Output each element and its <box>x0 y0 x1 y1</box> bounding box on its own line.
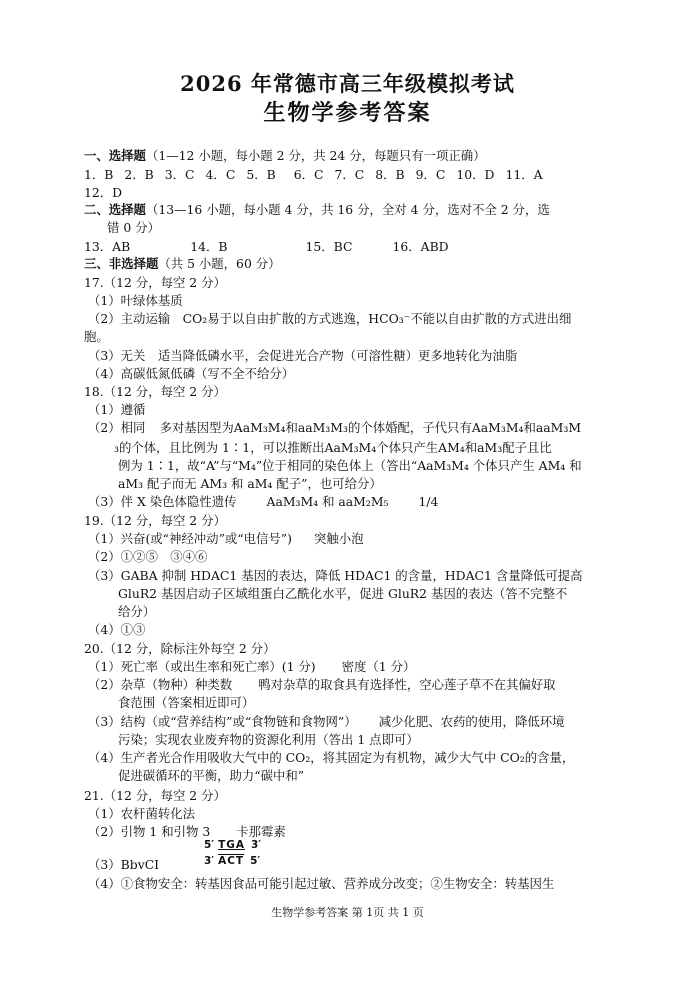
q18-l6b: AaM₃M₄ 和 aaM₂M₅ <box>266 494 389 509</box>
q20-l3b: 减少化肥、农药的使用，降低环境 <box>378 714 565 729</box>
q18-l2a: （2）相同 <box>88 420 146 435</box>
page-title: 2026 年常德市高三年级模拟考试 <box>180 71 515 96</box>
section3-desc: （共 5 小题，60 分） <box>158 256 281 271</box>
q21-l2a: （2）引物 1 和引物 3 <box>88 824 211 839</box>
answer-10: 10．D <box>456 167 495 182</box>
answer-5: 5．B <box>246 167 276 182</box>
q20-head: 20.（12 分，除标注外每空 2 分） <box>84 641 276 656</box>
section1-desc: （1—12 小题，每小题 2 分，共 24 分，每题只有一项正确） <box>145 148 486 163</box>
section1-heading-line <box>84 148 486 164</box>
answer-7: 7．C <box>334 167 365 182</box>
q18-g4: aaM₃M <box>535 420 582 435</box>
q21-line3: （3）BbvCI <box>88 857 160 872</box>
q19-l1a: （1）兴奋(或“神经冲动”或“电信号”) <box>88 531 292 546</box>
q18-g2: aaM₃M₃ <box>297 420 348 435</box>
q20-line4b: 促进碳循环的平衡，助力“碳中和” <box>118 768 305 783</box>
answer-11: 11．A <box>505 167 543 182</box>
q18-line3 <box>114 440 552 456</box>
answer-12: 12．D <box>84 185 123 200</box>
q17-line2: （2）主动运输 CO₂易于以自由扩散的方式逃逸，HCO₃⁻不能以自由扩散的方式进出细 <box>88 311 572 326</box>
dna-top-strand <box>204 839 261 851</box>
q18-l6a: （3）伴 X 染色体隐性遗传 <box>88 494 237 509</box>
page-subtitle: 生物学参考答案 <box>263 100 432 126</box>
q20-line1 <box>88 659 415 675</box>
q18-g5: AaM₃M₄ <box>324 440 377 455</box>
q18-g1: AaM₃M₄ <box>233 420 286 435</box>
q18-l6c: 1/4 <box>418 494 439 509</box>
page-footer: 生物学参考答案 第 1页 共 1 页 <box>271 906 424 919</box>
q20-line3c: 污染；实现农业废弃物的资源化利用（答出 1 点即可） <box>118 732 419 747</box>
q18-l3e: 配子且比 <box>502 440 552 455</box>
dna-top-sequence: TGA <box>218 839 245 851</box>
q18-l2b: 多对基因型为 <box>159 420 234 435</box>
q17-line2b: 胞。 <box>84 329 109 344</box>
q18-l3a: ₃ <box>114 440 119 455</box>
answer-9: 9．C <box>415 167 446 182</box>
q21-line4: （4）①食物安全：转基因食品可能引起过敏、营养成分改变；②生物安全：转基因生 <box>88 876 555 891</box>
q19-line3: （3）GABA 抑制 HDAC1 基因的表达，降低 HDAC1 的含量，HDAC1 含量降低可提高 <box>88 568 583 583</box>
q18-l3c: 个体只产生 <box>376 440 439 455</box>
section1-answers-row1 <box>84 165 543 183</box>
section2-heading: 二、选择题 <box>84 202 146 217</box>
dna-top-5prime: 5′ <box>204 839 215 851</box>
q18-line1: （1）遵循 <box>88 402 146 417</box>
q20-l3a: （3）结构（或“营养结构”或“食物链和食物网”） <box>88 714 357 729</box>
dna-top-3prime: 3′ <box>251 839 262 851</box>
q18-and: 和 <box>285 420 298 435</box>
section2-heading-line <box>84 202 550 218</box>
dna-bottom-strand <box>204 855 260 867</box>
section2-desc-cont: 错 0 分） <box>107 220 160 235</box>
answer-15: 15．BC <box>305 239 353 254</box>
q18-g7: aM₃ <box>477 440 503 455</box>
answer-3: 3．C <box>164 167 195 182</box>
q18-line2 <box>88 420 581 436</box>
q20-line3 <box>88 714 565 730</box>
q18-line4: 例为 1∶1，故“A”与“M₄”位于相同的染色体上（答出“AaM₃M₄ 个体只产生 AM₄ 和 <box>118 458 582 473</box>
q20-l2b: 鸭对杂草的取食具有选择性，空心莲子草不在其偏好取 <box>258 677 556 692</box>
q19-line3c: 给分） <box>118 604 156 619</box>
q20-line2 <box>88 677 556 693</box>
q17-head: 17.（12 分，每空 2 分） <box>84 275 226 290</box>
q18-and2: 和 <box>523 420 536 435</box>
q19-line1 <box>88 531 364 547</box>
answer-13: 13．AB <box>84 239 131 254</box>
dna-bottom-5prime: 5′ <box>250 855 261 867</box>
q20-line4: （4）生产者光合作用吸收大气中的 CO₂，将其固定为有机物，减少大气中 CO₂的含量， <box>88 750 575 765</box>
section1-heading: 一、选择题 <box>84 148 146 163</box>
section3-heading: 三、非选择题 <box>84 256 159 271</box>
answer-1: 1．B <box>84 167 114 182</box>
q21-l2b: 卡那霉素 <box>236 824 286 839</box>
q18-l3d: 和 <box>464 440 478 455</box>
answer-4: 4．C <box>205 167 236 182</box>
q21-line1: （1）农杆菌转化法 <box>88 806 196 821</box>
dna-bottom-sequence: $\overline{ACT}$ <box>218 855 245 867</box>
q18-line5: aM₃ 配子而无 AM₃ 和 aM₄ 配子”，也可给分） <box>118 476 382 491</box>
q18-g3: AaM₃M₄ <box>471 420 524 435</box>
q19-line2: （2）①②⑤ ③④⑥ <box>88 549 208 564</box>
q21-line2 <box>88 824 286 840</box>
dna-bottom-3prime: 3′ <box>204 855 215 867</box>
q18-line6 <box>88 494 438 510</box>
section2-desc: （13—16 小题，每小题 4 分，共 16 分，全对 4 分，选对不全 2 分，选 <box>145 202 550 217</box>
q18-l3b: 的个体，且比例为 1∶1，可以推断出 <box>118 440 325 455</box>
q19-head: 19.（12 分，每空 2 分） <box>84 513 226 528</box>
answer-6: 6．C <box>293 167 324 182</box>
answer-8: 8．B <box>375 167 405 182</box>
q19-line3b: GluR2 基因启动子区域组蛋白乙酰化水平，促进 GluR2 基因的表达（答不完整不 <box>118 586 568 601</box>
q17-line3: （3）无关 适当降低磷水平，会促进光合产物（可溶性糖）更多地转化为油脂 <box>88 348 518 363</box>
q18-l2c: 的个体婚配，子代只有 <box>347 420 472 435</box>
q21-head: 21.（12 分，每空 2 分） <box>84 788 226 803</box>
q20-l2a: （2）杂草（物种）种类数 <box>88 677 233 692</box>
answer-16: 16．ABD <box>392 239 449 254</box>
q20-line2c: 食范围（答案相近即可） <box>118 695 255 710</box>
q19-l1b: 突触小泡 <box>313 531 364 546</box>
answer-2: 2．B <box>124 167 154 182</box>
q17-line1: （1）叶绿体基质 <box>88 293 183 308</box>
q18-g6: AM₄ <box>438 440 465 455</box>
answer-14: 14．B <box>190 239 228 254</box>
section2-answers <box>84 237 449 255</box>
q19-line4: （4）①③ <box>88 622 146 637</box>
q17-line4: （4）高碳低氮低磷（写不全不给分） <box>88 366 295 381</box>
q20-l1b: 密度（1 分） <box>341 659 416 674</box>
q18-head: 18.（12 分，每空 2 分） <box>84 384 226 399</box>
q20-l1a: （1）死亡率（或出生率和死亡率）(1 分) <box>88 659 316 674</box>
section3-heading-line <box>84 256 281 272</box>
